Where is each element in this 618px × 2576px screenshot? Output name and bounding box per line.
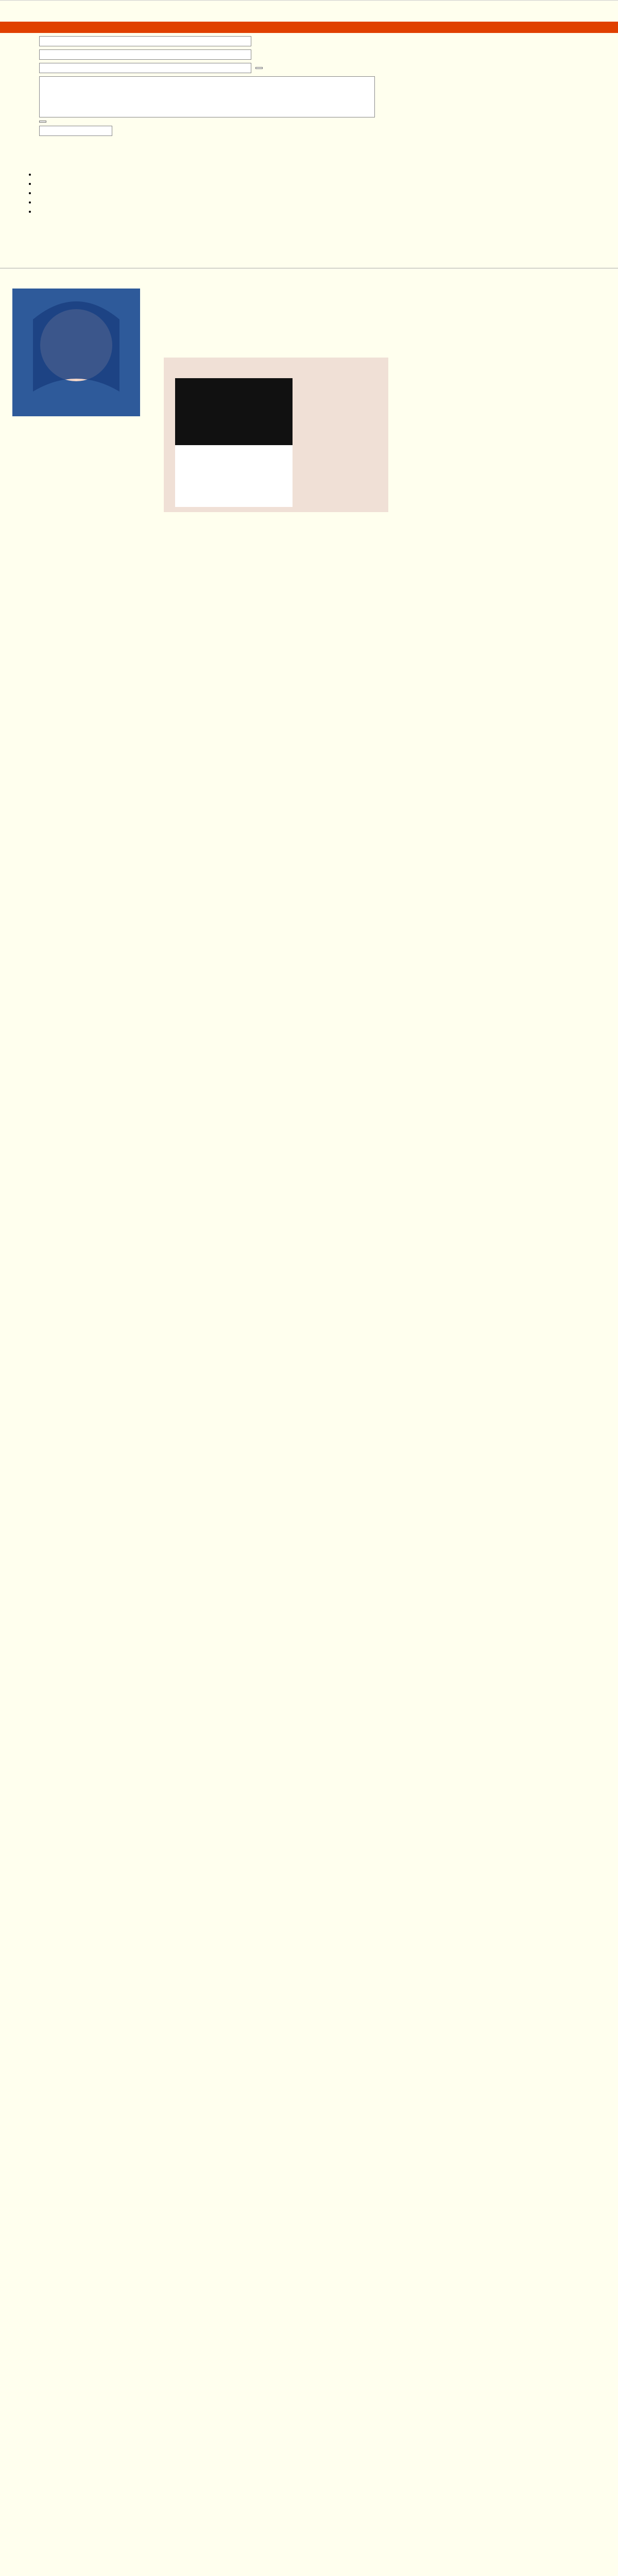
mode-bar <box>0 22 618 33</box>
notes-list <box>15 171 36 217</box>
reply-form <box>3 36 375 139</box>
email-field[interactable] <box>39 49 251 60</box>
subject-field[interactable] <box>39 63 251 73</box>
reply-post-1-image[interactable] <box>175 378 293 507</box>
submit-button[interactable] <box>255 67 263 69</box>
thread-image[interactable] <box>12 289 140 416</box>
delete-key-field[interactable] <box>39 126 112 136</box>
name-field[interactable] <box>39 36 251 46</box>
file-choose-button[interactable] <box>39 121 46 123</box>
top-divider <box>0 0 618 1</box>
comment-field[interactable] <box>39 76 375 117</box>
